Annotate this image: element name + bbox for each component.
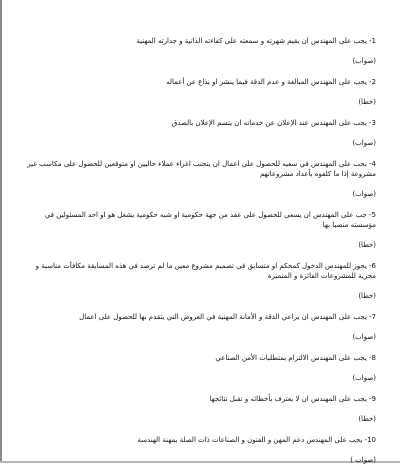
question-item-7: [18, 312, 376, 342]
question-item-3: [18, 118, 376, 148]
question-text: 7- يجب على المهندس ان يراعي الدقة و الأمانة المهنية في العروض التي يتقدم بها للحصول على اعمال: [79, 313, 376, 321]
question-item-8: [18, 353, 376, 383]
question-item-4: [18, 159, 376, 199]
answer-text: (صواب): [352, 139, 376, 147]
page-left-edge: [0, 0, 2, 463]
question-item-5: [18, 210, 376, 250]
question-text: 8- يجب على المهندس الالتزام بمتطلبات الأمن الصناعي: [215, 354, 376, 362]
question-text: 3- يجب على المهندس عند الإعلان عن خدماته ان يتسم الإعلان بالصدق: [171, 119, 376, 127]
answer-text: (صواب ): [350, 456, 376, 464]
question-text: 5- جب على المهندس ان يسعى للحصول على عقد من جهة حكومية او شبه حكومية يشغل هو او احد المسئولين في مؤسسته منصبا بها: [44, 211, 376, 229]
answer-text: (خطا): [358, 415, 376, 423]
answer-text: (صواب): [352, 333, 376, 341]
question-item-6: [18, 261, 376, 301]
question-item-2: [18, 77, 376, 107]
question-text: 10- يجب على المهندس دعم المهن و الفنون و الصناعات ذات الصلة بمهنة الهندسة: [137, 436, 376, 444]
answer-text: (صواب): [352, 374, 376, 382]
answer-text: (صواب): [352, 57, 376, 65]
question-item-10: [18, 435, 376, 465]
answer-text: (خطا): [358, 98, 376, 106]
question-text: 9- يجب على المهندس ان لا يعترف بأخطائه و تقبل نتائجها: [209, 395, 376, 403]
answer-text: (خطا): [358, 241, 376, 249]
answer-text: (خطا): [358, 292, 376, 300]
answer-text: (صواب): [352, 190, 376, 198]
question-text: 6- يجوز للمهندس الدخول كمحكم او متسابق في تصميم مشروع معين ما لم ترصد في هذه المسابقة مكافآت مناسبة و مجزية للمشروعات الفائزة و المتميزة: [35, 262, 376, 280]
question-text: 2- يجب على المهندس المبالغة و عدم الدقة فيما ينشر او يذاع عن أعماله: [166, 78, 376, 86]
question-item-9: [18, 394, 376, 424]
question-text: 1- يجب على المهندس ان يقيم شهرته و سمعته على كفاءته الذاتية و جدارته المهنية: [136, 37, 376, 45]
question-text: 4- يجب على المهندس في سعيه للحصول على اعمال ان يتجنب اغراء عملاء حاليين او متوقعين للحصول على مكاسب غير مشروعة إذا ما كلفوه بأعداد مشروعاتهم: [27, 160, 376, 178]
question-item-1: [18, 36, 376, 66]
question-list: [18, 36, 376, 465]
